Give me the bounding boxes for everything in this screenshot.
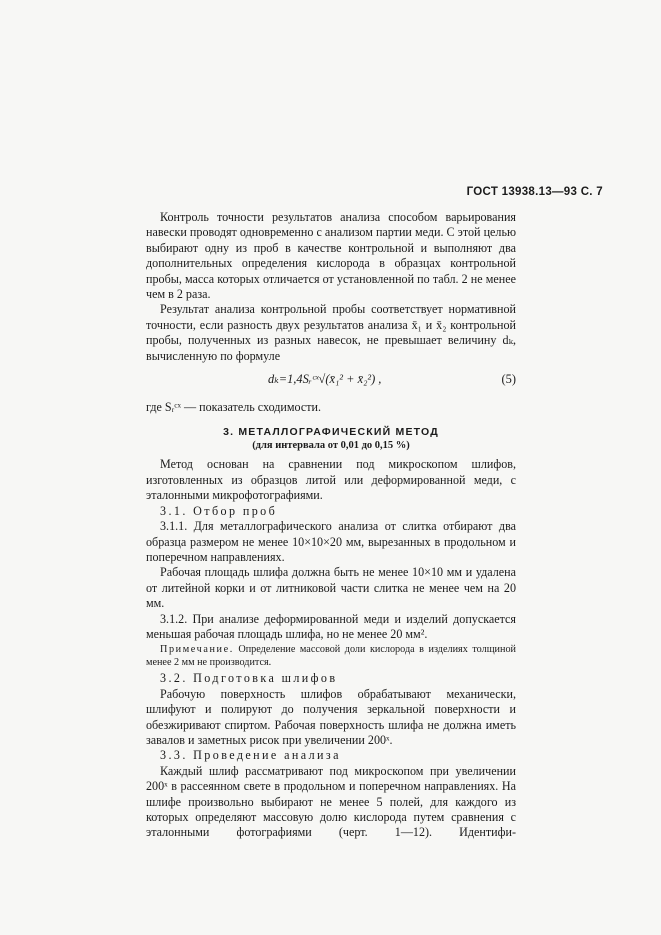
paragraph-control-accuracy: Контроль точности результатов анализа способом варьирования навески проводят одновременно с анализом партии меди. С этой целью выбирают одну из проб в качестве контрольной и выполняют два дополнительных определения кислорода в образцах контрольной пробы, масса которых отличается от установленной по табл. 2 не менее чем в 2 раза.	[146, 210, 516, 302]
paragraph-where: где Sᵣᶜˣ — показатель сходимости.	[146, 400, 322, 415]
formula-dk: dₖ=1,4Sᵣᶜˣ√(x̄₁² + x̄₂²) ,	[268, 372, 382, 387]
document-body	[146, 210, 516, 841]
subsection-3-1-title: 3.1. Отбор проб	[160, 503, 278, 518]
paragraph-method-intro: Метод основан на сравнении под микроскопом шлифов, изготовленных из образцов литой или деформированной меди, с эталонными микрофотографиями.	[146, 457, 516, 503]
paragraph-normative-accuracy: Результат анализа контрольной пробы соответствует нормативной точности, если разность двух результатов анализа x̄₁ и x̄₂ контрольной пробы, полученных из разных навесок, не превышает величину dₖ, вычисленную по формуле	[146, 302, 516, 363]
paragraph-3-3: Каждый шлиф рассматривают под микроскопом при увеличении 200ˣ в рассеянном свете в продольном и поперечном направлениях. На шлифе произвольно выбирают не менее 5 полей, для каждого из которых определяют массовую долю кислорода путем сравнения с эталонными фотографиями (черт. 1—12). Идентифи-	[146, 763, 516, 840]
section-title: 3. МЕТАЛЛОГРАФИЧЕСКИЙ МЕТОД	[223, 426, 439, 439]
formula-row	[146, 370, 516, 396]
page-header: ГОСТ 13938.13—93 С. 7	[466, 186, 603, 198]
subsection-3-3-title: 3.3. Проведение анализа	[160, 748, 341, 763]
paragraph-3-1-1: 3.1.1. Для металлографического анализа от слитка отбирают два образца размером не менее 10×10×20 мм, вырезанных в продольном и поперечном направлениях.	[146, 519, 516, 564]
formula-number: (5)	[501, 372, 516, 387]
subsection-3-2-title: 3.2. Подготовка шлифов	[160, 671, 338, 686]
note-label: Примечание.	[160, 644, 234, 656]
note-text: Определение массовой доли кислорода в изделиях толщиной менее 2 мм не производится.	[146, 644, 516, 668]
paragraph-3-2: Рабочую поверхность шлифов обрабатывают механически, шлифуют и полируют до получения зеркальной поверхности и обезжиривают спиртом. Рабочая поверхность шлифа не должна иметь завалов и заметных рисок при увеличении 200ˣ.	[146, 686, 516, 747]
paragraph-work-area: Рабочая площадь шлифа должна быть не менее 10×10 мм и удалена от литейной корки и от литниковой части слитка не менее чем на 20 мм.	[146, 565, 516, 611]
note	[146, 644, 516, 669]
section-subtitle: (для интервала от 0,01 до 0,15 %)	[252, 440, 410, 452]
paragraph-3-1-2: 3.1.2. При анализе деформированной меди и изделий допускается меньшая рабочая площадь шлифа, но не менее 20 мм².	[146, 611, 516, 641]
